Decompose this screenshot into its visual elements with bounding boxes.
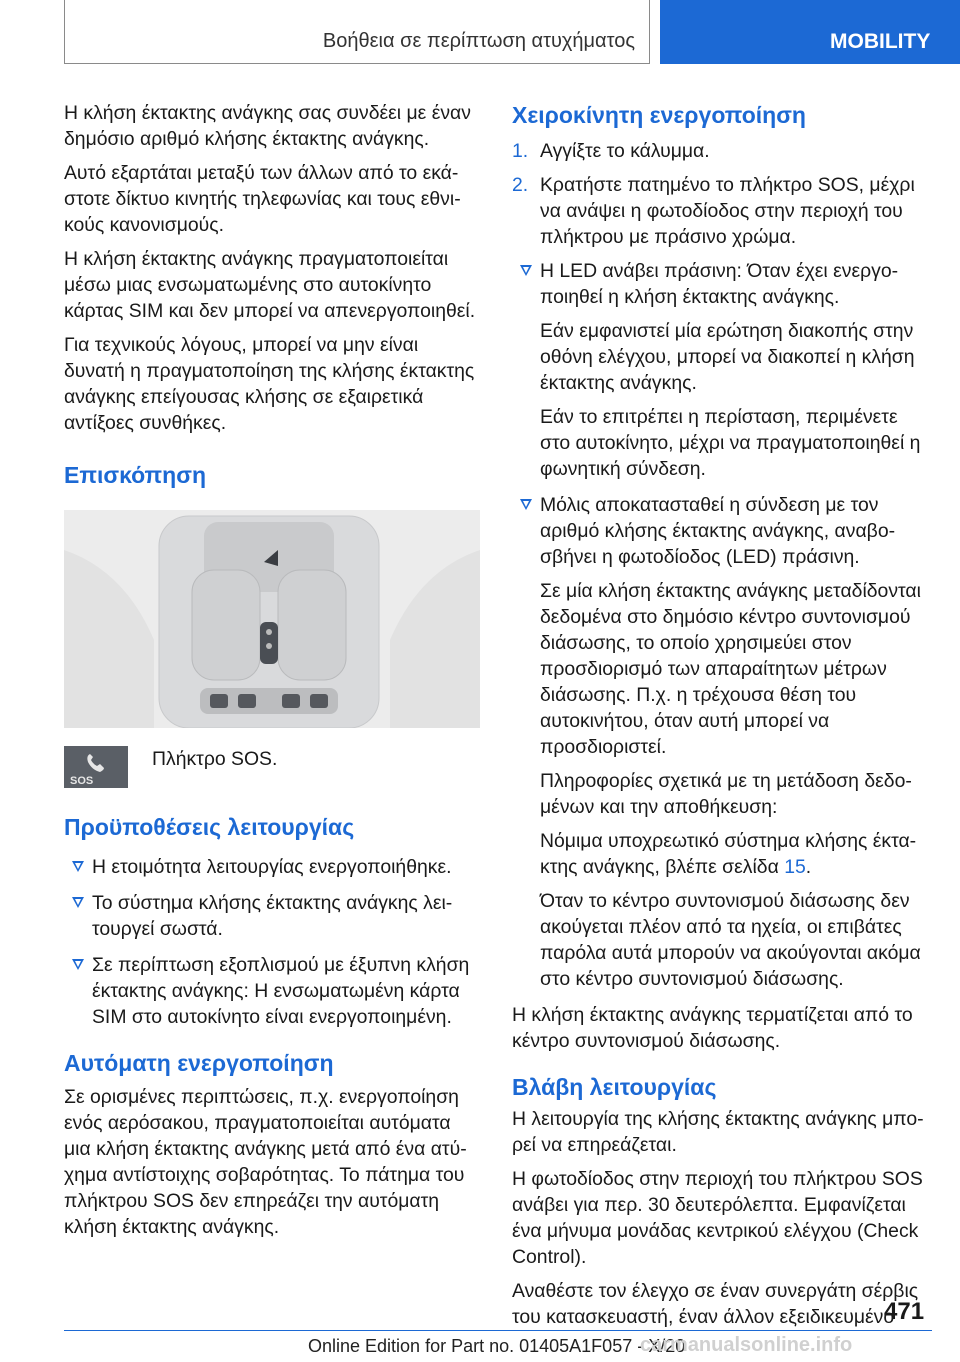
fault-paragraph: Η λειτουργία της κλήσης έκτακτης ανάγκης μπορεί να επηρεάζεται. (512, 1108, 924, 1156)
section-title: Βοήθεια σε περίπτωση ατυχήματος (322, 30, 635, 52)
list-item: Σε περίπτωση εξοπλισμού με έξυπνη κλήση έκτακτης ανάγκης: Η ενσωματωμένη κάρτα SIM στο αυτοκίνητο είναι ενεργοποιημένη. (64, 952, 482, 1030)
manual-heading: Χειροκίνητη ενεργοποίηση (512, 102, 806, 128)
prereq-list (64, 854, 482, 1030)
list-item: 1. Αγγίξτε το κάλυμμα. (512, 140, 710, 162)
overview-heading: Επισκόπηση (64, 462, 206, 488)
fault-heading: Βλάβη λειτουργίας (512, 1074, 717, 1100)
page-link[interactable]: 15 (784, 856, 806, 878)
triangle-bullet-icon (520, 265, 532, 276)
svg-text:SOS: SOS (70, 775, 94, 787)
fault-paragraph: Αναθέστε τον έλεγχο σε έναν συνεργάτη σέρβις του κατασκευαστή, έναν άλλον εξειδικευμένο (512, 1280, 919, 1328)
sos-caption: Πλήκτρο SOS. (152, 748, 278, 770)
overhead-console-illustration (64, 510, 480, 728)
mobility-tab-label: MOBILITY (830, 30, 931, 53)
fault-paragraph: Η φωτοδίοδος στην περιοχή του πλήκτρου SOS ανάβει για περ. 30 δευτερόλεπτα. Εμφανίζεται ένα μήνυμα μονάδας κεντρικού ελέγχου (Check Control). (512, 1168, 923, 1268)
triangle-bullet-icon (72, 959, 84, 970)
triangle-bullet-icon (72, 897, 84, 908)
manual-steps (512, 138, 932, 250)
triangle-bullet-icon (72, 861, 84, 872)
prereq-heading: Προϋποθέσεις λειτουργίας (64, 814, 355, 840)
page-number: 471 (884, 1298, 925, 1325)
list-item: Η ετοιμότητα λειτουργίας ενεργοποιήθηκε. (64, 854, 482, 880)
intro-paragraph: Για τεχνικούς λόγους, μπορεί να μην είναι δυνατή η πραγματοποίηση της κλήσης έκτακτης ανάγκης επείγουσας κλήσης σε εξαιρετικά αντίξοες συνθήκες. (64, 334, 475, 434)
header-section-box (64, 0, 650, 64)
intro-paragraph: Η κλήση έκτακτης ανάγκης σας συνδέει με έναν δημόσιο αριθμό κλήσης έκτακτης ανάγκης. (64, 102, 471, 150)
auto-heading: Αυτόματη ενεργοποίηση (64, 1050, 334, 1076)
left-column (64, 100, 482, 1248)
triangle-bullet-icon (520, 499, 532, 510)
mobility-tab[interactable] (660, 0, 960, 64)
edition-text: Online Edition for Part no. 01405A1F057 - X/20 (308, 1336, 686, 1356)
sos-caption-row (64, 746, 482, 790)
right-column (512, 100, 932, 1338)
auto-paragraph: Σε ορισμένες περιπτώσεις, π.χ. ενεργοποίηση ενός αερόσακου, πραγματοποιείται αυτόματα μια κλήση έκτακτης ανάγκης μετά από ένα ατύχημα αντίστοιχης σοβαρότητας. Το πάτημα του πλήκτρου SOS δεν επηρεάζει την αυτόματη κλήση έκτακτης ανάγκης. (64, 1086, 467, 1238)
list-item: Η LED ανάβει πράσινη: Όταν έχει ενεργοποιηθεί η κλήση έκτακτης ανάγκης. Εάν εμφανιστεί μία ερώτηση διακοπής στην οθόνη ελέγχου, μπορεί να διακοπεί η κλήση έκτακτης ανάγκης. Εάν το επιτρέπει η περίσταση, περιμένετε στο αυτοκίνητο, μέχρι να πραγματοποιηθεί η φωνητική σύνδεση. (512, 258, 932, 482)
sos-icon (64, 746, 128, 788)
list-item: 2. Κρατήστε πατημένο το πλήκτρο SOS, μέχρι να ανάψει η φωτοδίοδος στην περιοχή του πλήκτρου με πράσινο χρώμα. (512, 174, 915, 248)
status-list (512, 258, 932, 992)
intro-paragraph: Αυτό εξαρτάται μεταξύ των άλλων από το εκάστοτε δίκτυο κινητής τηλεφωνίας και τους εθνικούς κανονισμούς. (64, 162, 461, 236)
footer-divider (64, 1330, 932, 1331)
list-item: Το σύστημα κλήσης έκτακτης ανάγκης λειτουργεί σωστά. (64, 890, 482, 942)
watermark: carmanualsonline.info (640, 1334, 853, 1356)
intro-paragraph: Η κλήση έκτακτης ανάγκης πραγματοποιείται μέσω μιας ενσωματωμένης στο αυτοκίνητο κάρτας SIM και δεν μπορεί να απενεργοποιηθεί. (64, 248, 476, 322)
end-paragraph: Η κλήση έκτακτης ανάγκης τερματίζεται από το κέντρο συντονισμού διάσωσης. (512, 1004, 913, 1052)
overhead-console-image (64, 510, 480, 728)
list-item: Μόλις αποκατασταθεί η σύνδεση με τον αριθμό κλήσης έκτακτης ανάγκης, αναβοσβήνει η φωτοδίοδος (LED) πράσινη. Σε μία κλήση έκτακτης ανάγκης μεταδίδονται δεδομένα στο δημόσιο κέντρο συντονισμού διάσωσης, το οποίο χρησιμεύει στον προσδιορισμό των απαραίτητων μέτρων διάσωσης. Π.χ. η τρέχουσα θέση του αυτοκινήτου, όταν αυτή μπορεί να προσδιοριστεί. Πληροφορίες σχετικά με τη μετάδοση δεδομένων και την αποθήκευση: Νόμιμα υποχρεωτικό σύστημα κλήσης έκτακτης ανάγκης, βλέπε σελίδα 15. Όταν το κέντρο συντονισμού διάσωσης δεν ακούγεται πλέον από τα ηχεία, οι επιβάτες παρόλα αυτά μπορούν να ακούγονται ακόμα στο κέντρο συντονισμού διάσωσης. (512, 492, 932, 992)
